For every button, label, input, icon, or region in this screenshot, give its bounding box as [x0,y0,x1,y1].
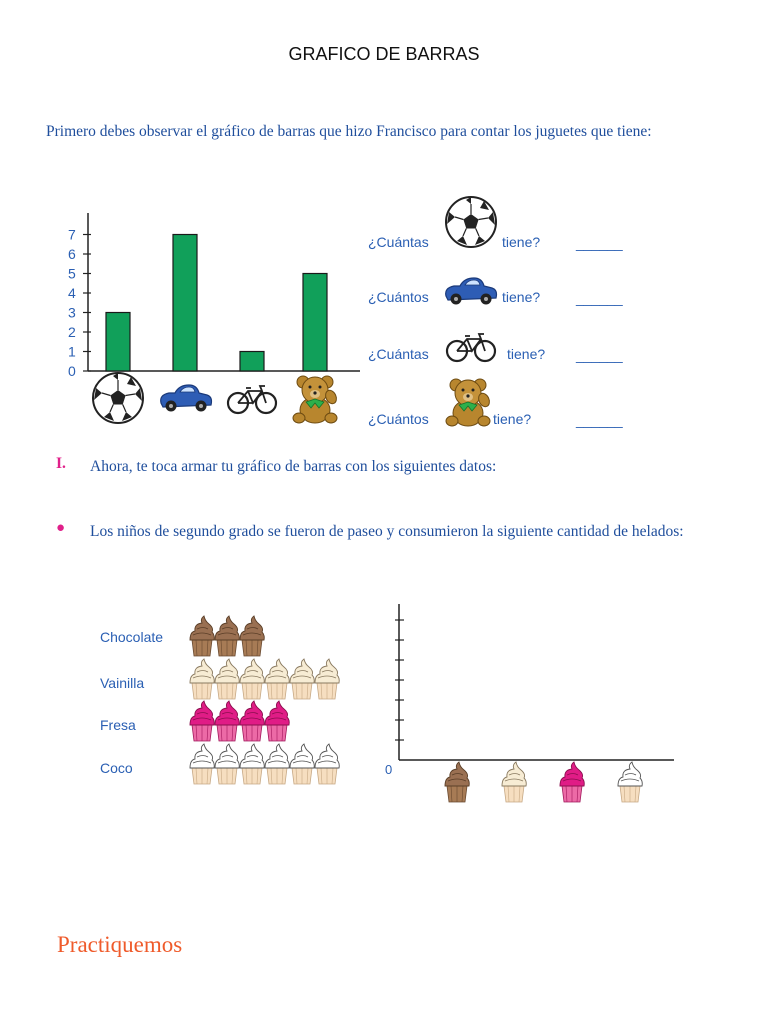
ice-cream-strawberry-icon [215,701,239,741]
ice-cream-vanilla-icon [215,659,239,699]
intro-paragraph: Primero debes observar el gráfico de barras que hizo Francisco para contar los juguetes que tiene: [46,123,652,140]
toys-bar-chart [60,205,365,430]
ice-cream-strawberry-icon [560,762,584,802]
bar-bicicleta [240,352,264,372]
y-tick-label: 2 [68,324,76,340]
answer-blank-2[interactable]: ______ [576,290,623,306]
ice-cream-coconut-icon [215,744,239,784]
y-tick-label: 6 [68,246,76,262]
ice-cream-chocolate-icon [445,762,469,802]
ice-cream-coconut-icon [265,744,289,784]
ice-cream-coconut-icon [240,744,264,784]
ice-cream-strawberry-icon [240,701,264,741]
y-tick-label: 3 [68,304,76,321]
teddy-bear-icon [443,372,493,428]
ice-cream-chocolate-icon [240,616,264,656]
step-text: Ahora, te toca armar tu gráfico de barras con los siguientes datos: [90,458,497,475]
bar-pelota [106,313,130,372]
y-tick-label-0: 0 [385,762,393,777]
y-tick-label: 7 [68,226,76,243]
bar-oso [303,274,327,372]
y-tick-label: 5 [68,265,76,282]
bicycle-icon [228,386,276,413]
flavor-label-fresa: Fresa [100,717,136,733]
question-2-prefix: ¿Cuántos [368,289,429,305]
question-1-prefix: ¿Cuántas [368,234,429,250]
bullet-text: Los niños de segundo grado se fueron de paseo y consumieron la siguiente cantidad de helados: [90,523,684,540]
ice-cream-coconut-icon [290,744,314,784]
y-tick-label: 0 [68,363,76,379]
answer-blank-1[interactable]: ______ [576,235,623,251]
ice-cream-strawberry-icon [190,701,214,741]
question-1-suffix: tiene? [502,234,541,250]
ice-cream-vanilla-icon [265,659,289,699]
empty-bar-chart [380,598,680,813]
footer-heading: Practiquemos [57,932,183,957]
flavor-label-chocolate: Chocolate [100,629,164,645]
question-2-suffix: tiene? [502,289,541,305]
ice-cream-strawberry-icon [265,701,289,741]
soccer-ball-icon [443,195,499,249]
pictograph-icons [95,600,355,790]
bullet-icon: ● [56,520,66,536]
teddy-bear-icon [293,376,338,423]
soccer-ball-icon [93,373,143,423]
ice-cream-pictograph [95,600,355,790]
question-3-suffix: tiene? [507,346,546,362]
toy-car-icon [442,274,498,308]
ice-cream-vanilla-icon [290,659,314,699]
page-title: GRAFICO DE BARRAS [288,44,480,64]
question-4-suffix: tiene? [493,411,532,427]
ice-cream-vanilla-icon [190,659,214,699]
ice-cream-coconut-icon [315,744,339,784]
question-4-prefix: ¿Cuántos [368,411,429,427]
ice-cream-chocolate-icon [215,616,239,656]
answer-blank-3[interactable]: ______ [576,347,623,363]
y-tick-label: 4 [68,285,76,301]
ice-cream-coconut-icon [618,762,642,802]
ice-cream-vanilla-icon [240,659,264,699]
y-tick-label: 1 [68,343,76,360]
flavor-label-vainilla: Vainilla [100,675,145,691]
question-3-prefix: ¿Cuántas [368,346,429,362]
bar-auto [173,235,197,372]
ice-cream-coconut-icon [190,744,214,784]
ice-cream-vanilla-icon [315,659,339,699]
flavor-label-coco: Coco [100,760,133,776]
bicycle-icon [443,329,499,363]
ice-cream-vanilla-icon [502,762,526,802]
step-marker: I. [56,455,66,472]
toy-car-icon [161,385,212,412]
ice-cream-chocolate-icon [190,616,214,656]
answer-blank-4[interactable]: ______ [576,412,623,428]
